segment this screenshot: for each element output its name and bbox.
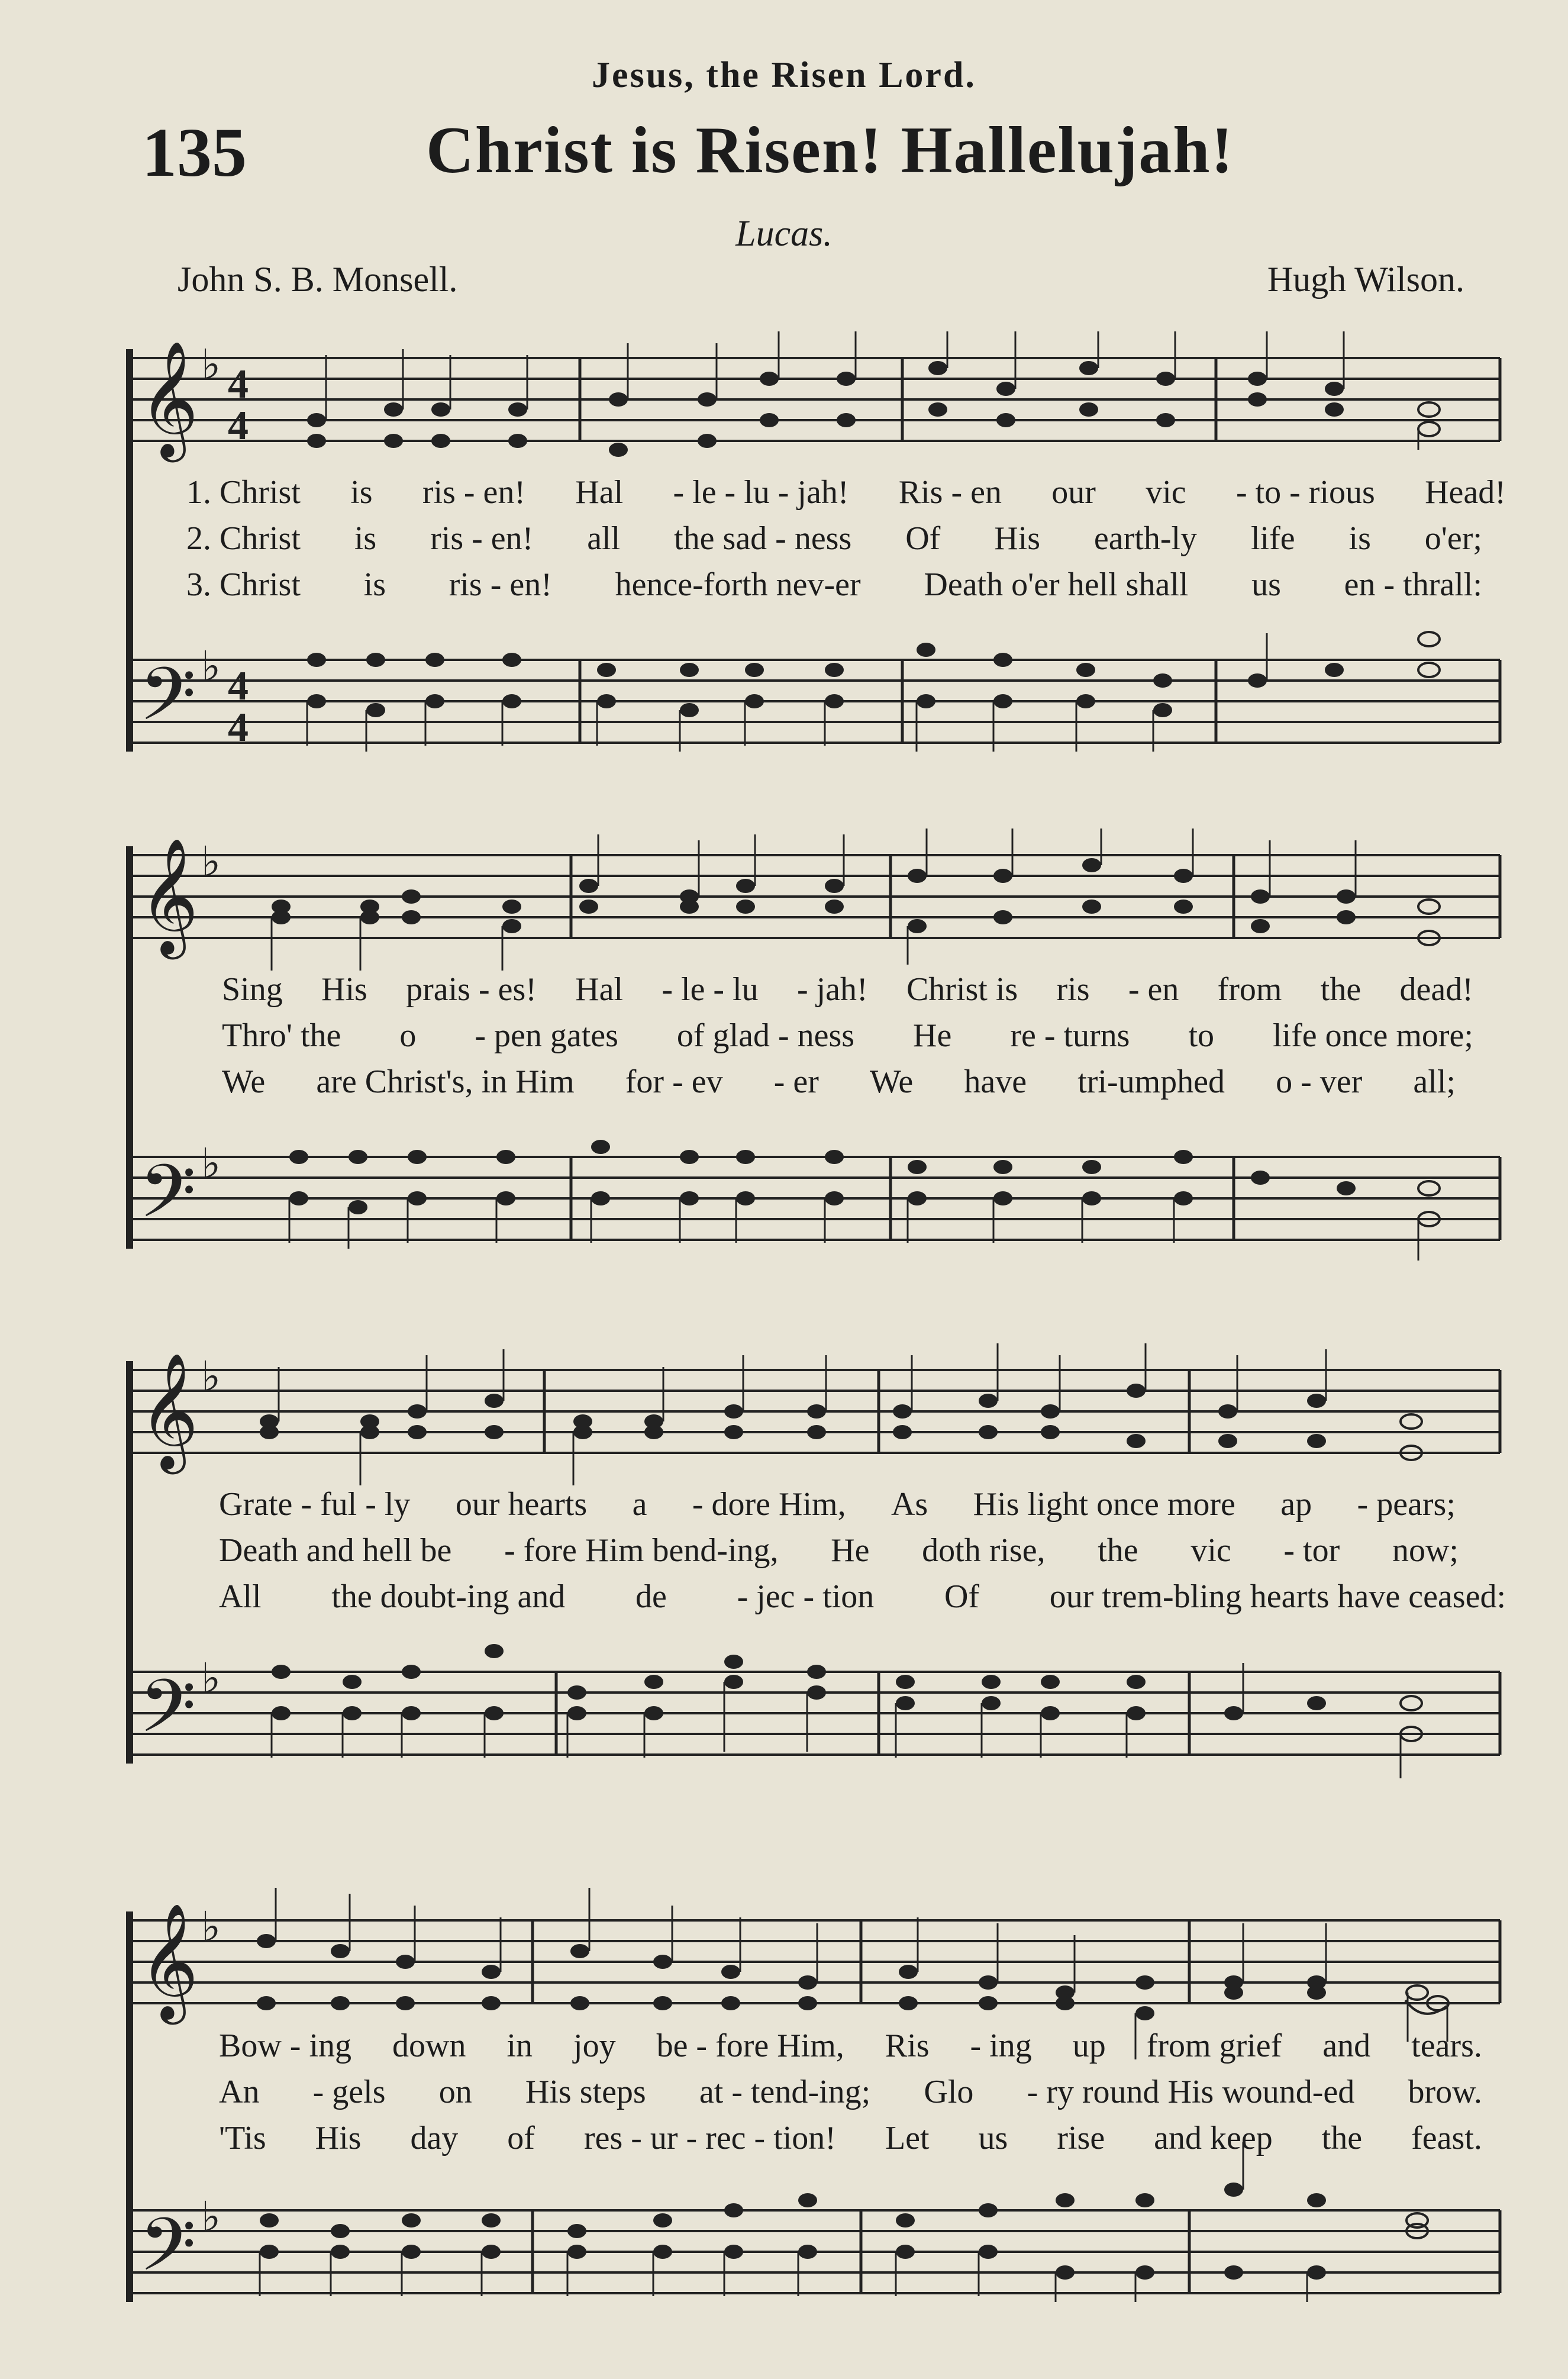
syllable: dead! (1399, 971, 1473, 1008)
syllable: Death o'er hell shall (924, 566, 1189, 603)
syllable: Ris (885, 2027, 930, 2064)
lyric-line-4-3 (121, 2119, 1506, 2157)
svg-text:𝄞: 𝄞 (139, 1352, 199, 1469)
syllable: us (1251, 566, 1281, 603)
svg-text:♭: ♭ (201, 1352, 221, 1401)
syllable: His (994, 520, 1040, 557)
syllable: As (891, 1486, 928, 1523)
syllable: - ing (970, 2027, 1032, 2064)
syllable: His (315, 2120, 362, 2156)
composer: Hugh Wilson. (1267, 260, 1464, 299)
syllable: ris - en! (422, 474, 526, 511)
svg-text:𝄢: 𝄢 (139, 1149, 196, 1252)
syllable: Head! (1425, 474, 1506, 511)
syllable: Christ is (906, 971, 1018, 1008)
lyric-line-3-1 (121, 1485, 1506, 1523)
syllable: vic (1146, 474, 1186, 511)
lyric-line-2-2 (121, 1017, 1506, 1055)
lyric-line-1-1 (121, 473, 1506, 511)
syllable: the (1098, 1532, 1138, 1569)
syllable: 'Tis (219, 2120, 266, 2156)
syllable: the doubt-ing and (331, 1578, 566, 1615)
syllable: Let (885, 2120, 930, 2156)
music-system-2 (121, 829, 1506, 1266)
svg-text:♭: ♭ (201, 837, 221, 886)
svg-text:𝄞: 𝄞 (139, 837, 199, 955)
syllable: our hearts (455, 1486, 588, 1523)
syllable: His steps (525, 2074, 646, 2110)
syllable: and (1322, 2027, 1371, 2064)
syllable: - tor (1283, 1532, 1340, 1569)
syllable: Glo (924, 2074, 974, 2110)
svg-text:♭: ♭ (201, 1654, 221, 1703)
syllable: in (506, 2027, 533, 2064)
syllable: 1. Christ (186, 474, 301, 511)
syllable: - ry round His wound-ed (1027, 2074, 1355, 2110)
svg-text:𝄢: 𝄢 (139, 2203, 196, 2302)
syllable: - pen gates (475, 1017, 618, 1054)
svg-text:♭: ♭ (201, 2193, 221, 2241)
lyric-line-1-3 (121, 566, 1506, 604)
syllable: and keep (1154, 2120, 1273, 2156)
syllable: Sing (222, 971, 283, 1008)
syllable: - jec - tion (737, 1578, 875, 1615)
syllable: He (831, 1532, 870, 1569)
syllable: ris - en! (430, 520, 534, 557)
syllable: is (354, 520, 377, 557)
syllable: tri-umphed (1077, 1063, 1225, 1100)
svg-text:𝄢: 𝄢 (139, 652, 196, 755)
syllable: joy (573, 2027, 616, 2064)
syllable: Death and hell be (219, 1532, 452, 1569)
lyric-line-2-3 (121, 1063, 1506, 1101)
syllable: - dore Him, (692, 1486, 846, 1523)
syllable: ris (1056, 971, 1090, 1008)
syllable: o - ver (1276, 1063, 1363, 1100)
syllable: Bow - ing (219, 2027, 351, 2064)
syllable: An (219, 2074, 260, 2110)
syllable: down (392, 2027, 466, 2064)
syllable: earth-ly (1093, 520, 1198, 557)
syllable: Hal (575, 971, 624, 1008)
lyric-line-4-2 (121, 2073, 1506, 2111)
syllable: the sad - ness (674, 520, 852, 557)
syllable: en - thrall: (1344, 566, 1482, 603)
svg-text:♭: ♭ (201, 642, 221, 691)
music-system-4 (121, 1864, 1506, 2302)
syllable: is (350, 474, 373, 511)
syllable: Grate - ful - ly (219, 1486, 411, 1523)
syllable: o (399, 1017, 417, 1054)
syllable: re - turns (1010, 1017, 1130, 1054)
syllable: Of (905, 520, 941, 557)
syllable: life (1250, 520, 1295, 557)
svg-text:♭: ♭ (201, 1903, 221, 1951)
lyric-line-1-2 (121, 520, 1506, 557)
syllable: up (1072, 2027, 1106, 2064)
hymn-number: 135 (142, 114, 247, 191)
syllable: - to - rious (1235, 474, 1375, 511)
syllable: day (410, 2120, 459, 2156)
svg-text:𝄞: 𝄞 (139, 340, 199, 457)
syllable: o'er; (1424, 520, 1482, 557)
svg-text:𝄢: 𝄢 (139, 1664, 196, 1767)
syllable: We (222, 1063, 266, 1100)
syllable: for - ev (625, 1063, 723, 1100)
music-system-3 (121, 1343, 1506, 1781)
svg-text:4: 4 (228, 663, 249, 709)
syllable: is (1348, 520, 1371, 557)
syllable: - gels (312, 2074, 386, 2110)
syllable: - le - lu - jah! (673, 474, 849, 511)
svg-text:4: 4 (228, 403, 249, 449)
syllable: ap (1280, 1486, 1312, 1523)
syllable: ris - en! (449, 566, 552, 603)
syllable: Hal (575, 474, 624, 511)
svg-text:♭: ♭ (201, 340, 221, 389)
syllable: rise (1057, 2120, 1105, 2156)
syllable: our trem-bling hearts have ceased: (1049, 1578, 1506, 1615)
syllable: a (632, 1486, 647, 1523)
syllable: res - ur - rec - tion! (583, 2120, 836, 2156)
syllable: de (635, 1578, 667, 1615)
syllable: Of (944, 1578, 980, 1615)
syllable: prais - es! (406, 971, 537, 1008)
syllable: His light once more (973, 1486, 1235, 1523)
syllable: from (1217, 971, 1282, 1008)
syllable: is (363, 566, 386, 603)
section-title: Jesus, the Risen Lord. (592, 55, 976, 95)
lyric-line-2-1 (121, 971, 1506, 1008)
syllable: 3. Christ (186, 566, 301, 603)
syllable: All (219, 1578, 262, 1615)
syllable: He (913, 1017, 952, 1054)
syllable: to (1188, 1017, 1215, 1054)
syllable: our (1051, 474, 1096, 511)
syllable: Thro' the (222, 1017, 341, 1054)
syllable: the (1321, 2120, 1363, 2156)
syllable: doth rise, (922, 1532, 1046, 1569)
svg-text:4: 4 (228, 705, 249, 750)
syllable: at - tend-ing; (699, 2074, 871, 2110)
syllable: be - fore Him, (656, 2027, 844, 2064)
syllable: brow. (1408, 2074, 1482, 2110)
svg-text:♭: ♭ (201, 1139, 221, 1188)
svg-text:4: 4 (228, 362, 249, 407)
syllable: hence-forth nev-er (615, 566, 861, 603)
syllable: tears. (1411, 2027, 1482, 2064)
syllable: have (964, 1063, 1027, 1100)
syllable: us (978, 2120, 1008, 2156)
syllable: of glad - ness (676, 1017, 855, 1054)
syllable: from grief (1146, 2027, 1282, 2064)
syllable: We (869, 1063, 914, 1100)
syllable: the (1320, 971, 1361, 1008)
author: John S. B. Monsell. (178, 260, 458, 299)
lyric-line-3-2 (121, 1532, 1506, 1569)
lyric-line-3-3 (121, 1578, 1506, 1616)
syllable: of (507, 2120, 535, 2156)
syllable: all (587, 520, 621, 557)
tune-name: Lucas. (735, 214, 833, 254)
syllable: - pears; (1357, 1486, 1456, 1523)
syllable: on (438, 2074, 472, 2110)
syllable: - le - lu (662, 971, 759, 1008)
syllable: His (321, 971, 367, 1008)
syllable: all; (1413, 1063, 1456, 1100)
syllable: Ris - en (898, 474, 1002, 511)
syllable: - jah! (796, 971, 868, 1008)
syllable: feast. (1411, 2120, 1482, 2156)
syllable: - fore Him bend-ing, (504, 1532, 779, 1569)
syllable: now; (1392, 1532, 1459, 1569)
syllable: - er (773, 1063, 819, 1100)
syllable: are Christ's, in Him (316, 1063, 575, 1100)
syllable: vic (1190, 1532, 1231, 1569)
syllable: life once more; (1273, 1017, 1473, 1054)
svg-text:𝄞: 𝄞 (139, 1903, 199, 2020)
syllable: 2. Christ (186, 520, 301, 557)
music-system-1 (121, 331, 1506, 769)
syllable: - en (1128, 971, 1179, 1008)
lyric-line-4-1 (121, 2027, 1506, 2065)
hymn-title: Christ is Risen! Hallelujah! (426, 114, 1234, 187)
